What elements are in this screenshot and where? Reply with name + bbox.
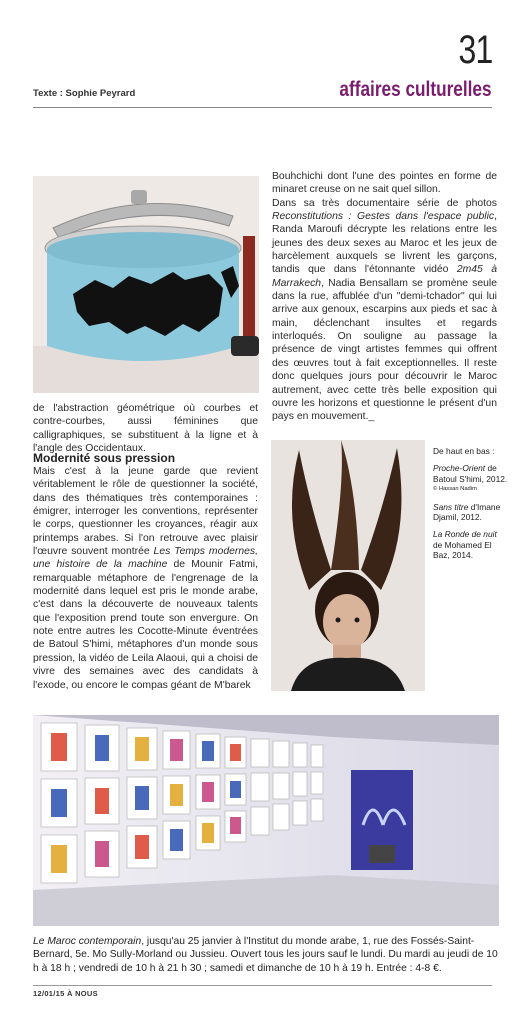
exhibition-info: Le Maroc contemporain, jusqu'au 25 janvier à l'Institut du monde arabe, 1, rue des Fossés-Saint-Bernard, 5e. Mo Sully-Morland ou Jussieu. Ouvert tous les jours sauf le lundi. Du mardi au jeudi de 10 h à 18 h ; vendredi de 10 h à 21 h 30 ; samedi et dimanche de 10 h à 19 h. Entrée : 4-8 €. (33, 936, 498, 974)
artwork-title: Les Temps modernes, une histoire de la machine (33, 546, 259, 571)
caption-item: La Ronde de nuit de Mohamed El Baz, 2014. (433, 529, 497, 561)
photo-credit: © Hassan Nadim (433, 486, 477, 493)
footer-date: 12/01/15 À NOUS (33, 989, 98, 998)
artwork-title: Reconstitutions : Gestes dans l'espace public (272, 211, 495, 223)
author-credit: Texte : Sophie Peyrard (33, 88, 136, 99)
section-title: affaires culturelles (339, 78, 492, 101)
pressure-cooker-photo (33, 176, 259, 393)
paragraph: Bouhchichi dont l'une des pointes en forme de minaret creuse on ne sait quel sillon. (272, 171, 497, 196)
caption-lead: De haut en bas : (433, 446, 495, 456)
left-column-text (33, 465, 258, 692)
artwork-title: 2m45 à Marrakech (272, 264, 497, 289)
subhead: Modernité sous pression (33, 451, 176, 465)
left-intro-text: de l'abstraction géométrique où courbes et contre-courbes, aussi féminines que calligraphiques, se substituent à la ligne et à l'angle des Occidentaux. (33, 403, 258, 455)
caption-item: Proche-Orient de Batoul S'himi, 2012. © Hassan Nadim (433, 463, 508, 494)
paragraph: Dans sa très documentaire série de photos Reconstitutions : Gestes dans l'espace public, Randa Maroufi décrypte les relations entre les jeunes des deux sexes au Maroc et les jeux de harcèlement auxquels se livrent les garçons, tandis que dans l'étonnante vidéo 2m45 à Marrakech, Nadia Bensallam se promène seule dans la rue, affublée d'un "demi-tchador" qui lui arrive aux genoux, escarpins aux pieds et sac à main, déclenchant insultes et regards interloqués. On souligne au passage la présence de vingt artistes femmes qui offrent des œuvres tout à fait exceptionnelles. Il reste donc quelques jours pour découvrir le Maroc autrement, avec cette très belle exposition qui ouvre les horizons et questionne le présent d'un pays en mouvement._ (272, 197, 497, 423)
caption-item: Sans titre d'Imane Djamil, 2012. (433, 501, 501, 523)
paragraph: Mais c'est à la jeune garde que revient véritablement le rôle de questionner la société, dans des thématiques très contemporaines : émigrer, interroger les conventions, représenter le corps, questionner les croyances, réagir aux printemps arabes. Si l'on retrouve avec plaisir l'œuvre souvent montrée Les Temps modernes, une histoire de la machine de Mounir Fatmi, remarquable métaphore de l'engrenage de la modernité dans lequel est pris le monde arabe, c'est dans la découverte de nouveaux talents que l'exposition prend toute son envergure. On note entre autres les Cocotte-Minute éventrées de Batoul S'himi, métaphores d'un monde sous pression, la vidéo de Leila Alaoui, qui a choisi de vivre des semaines avec des candidats à l'exode, ou encore le compas géant de M'barek (33, 466, 259, 691)
portrait-photo (271, 440, 425, 691)
page-number: 31 (458, 28, 492, 72)
footer-rule (33, 985, 492, 986)
gallery-photo (33, 715, 499, 926)
header-rule (33, 107, 492, 108)
right-column-text (272, 170, 497, 424)
photo-caption (433, 446, 508, 568)
exhibition-title: Le Maroc contemporain (33, 936, 142, 947)
